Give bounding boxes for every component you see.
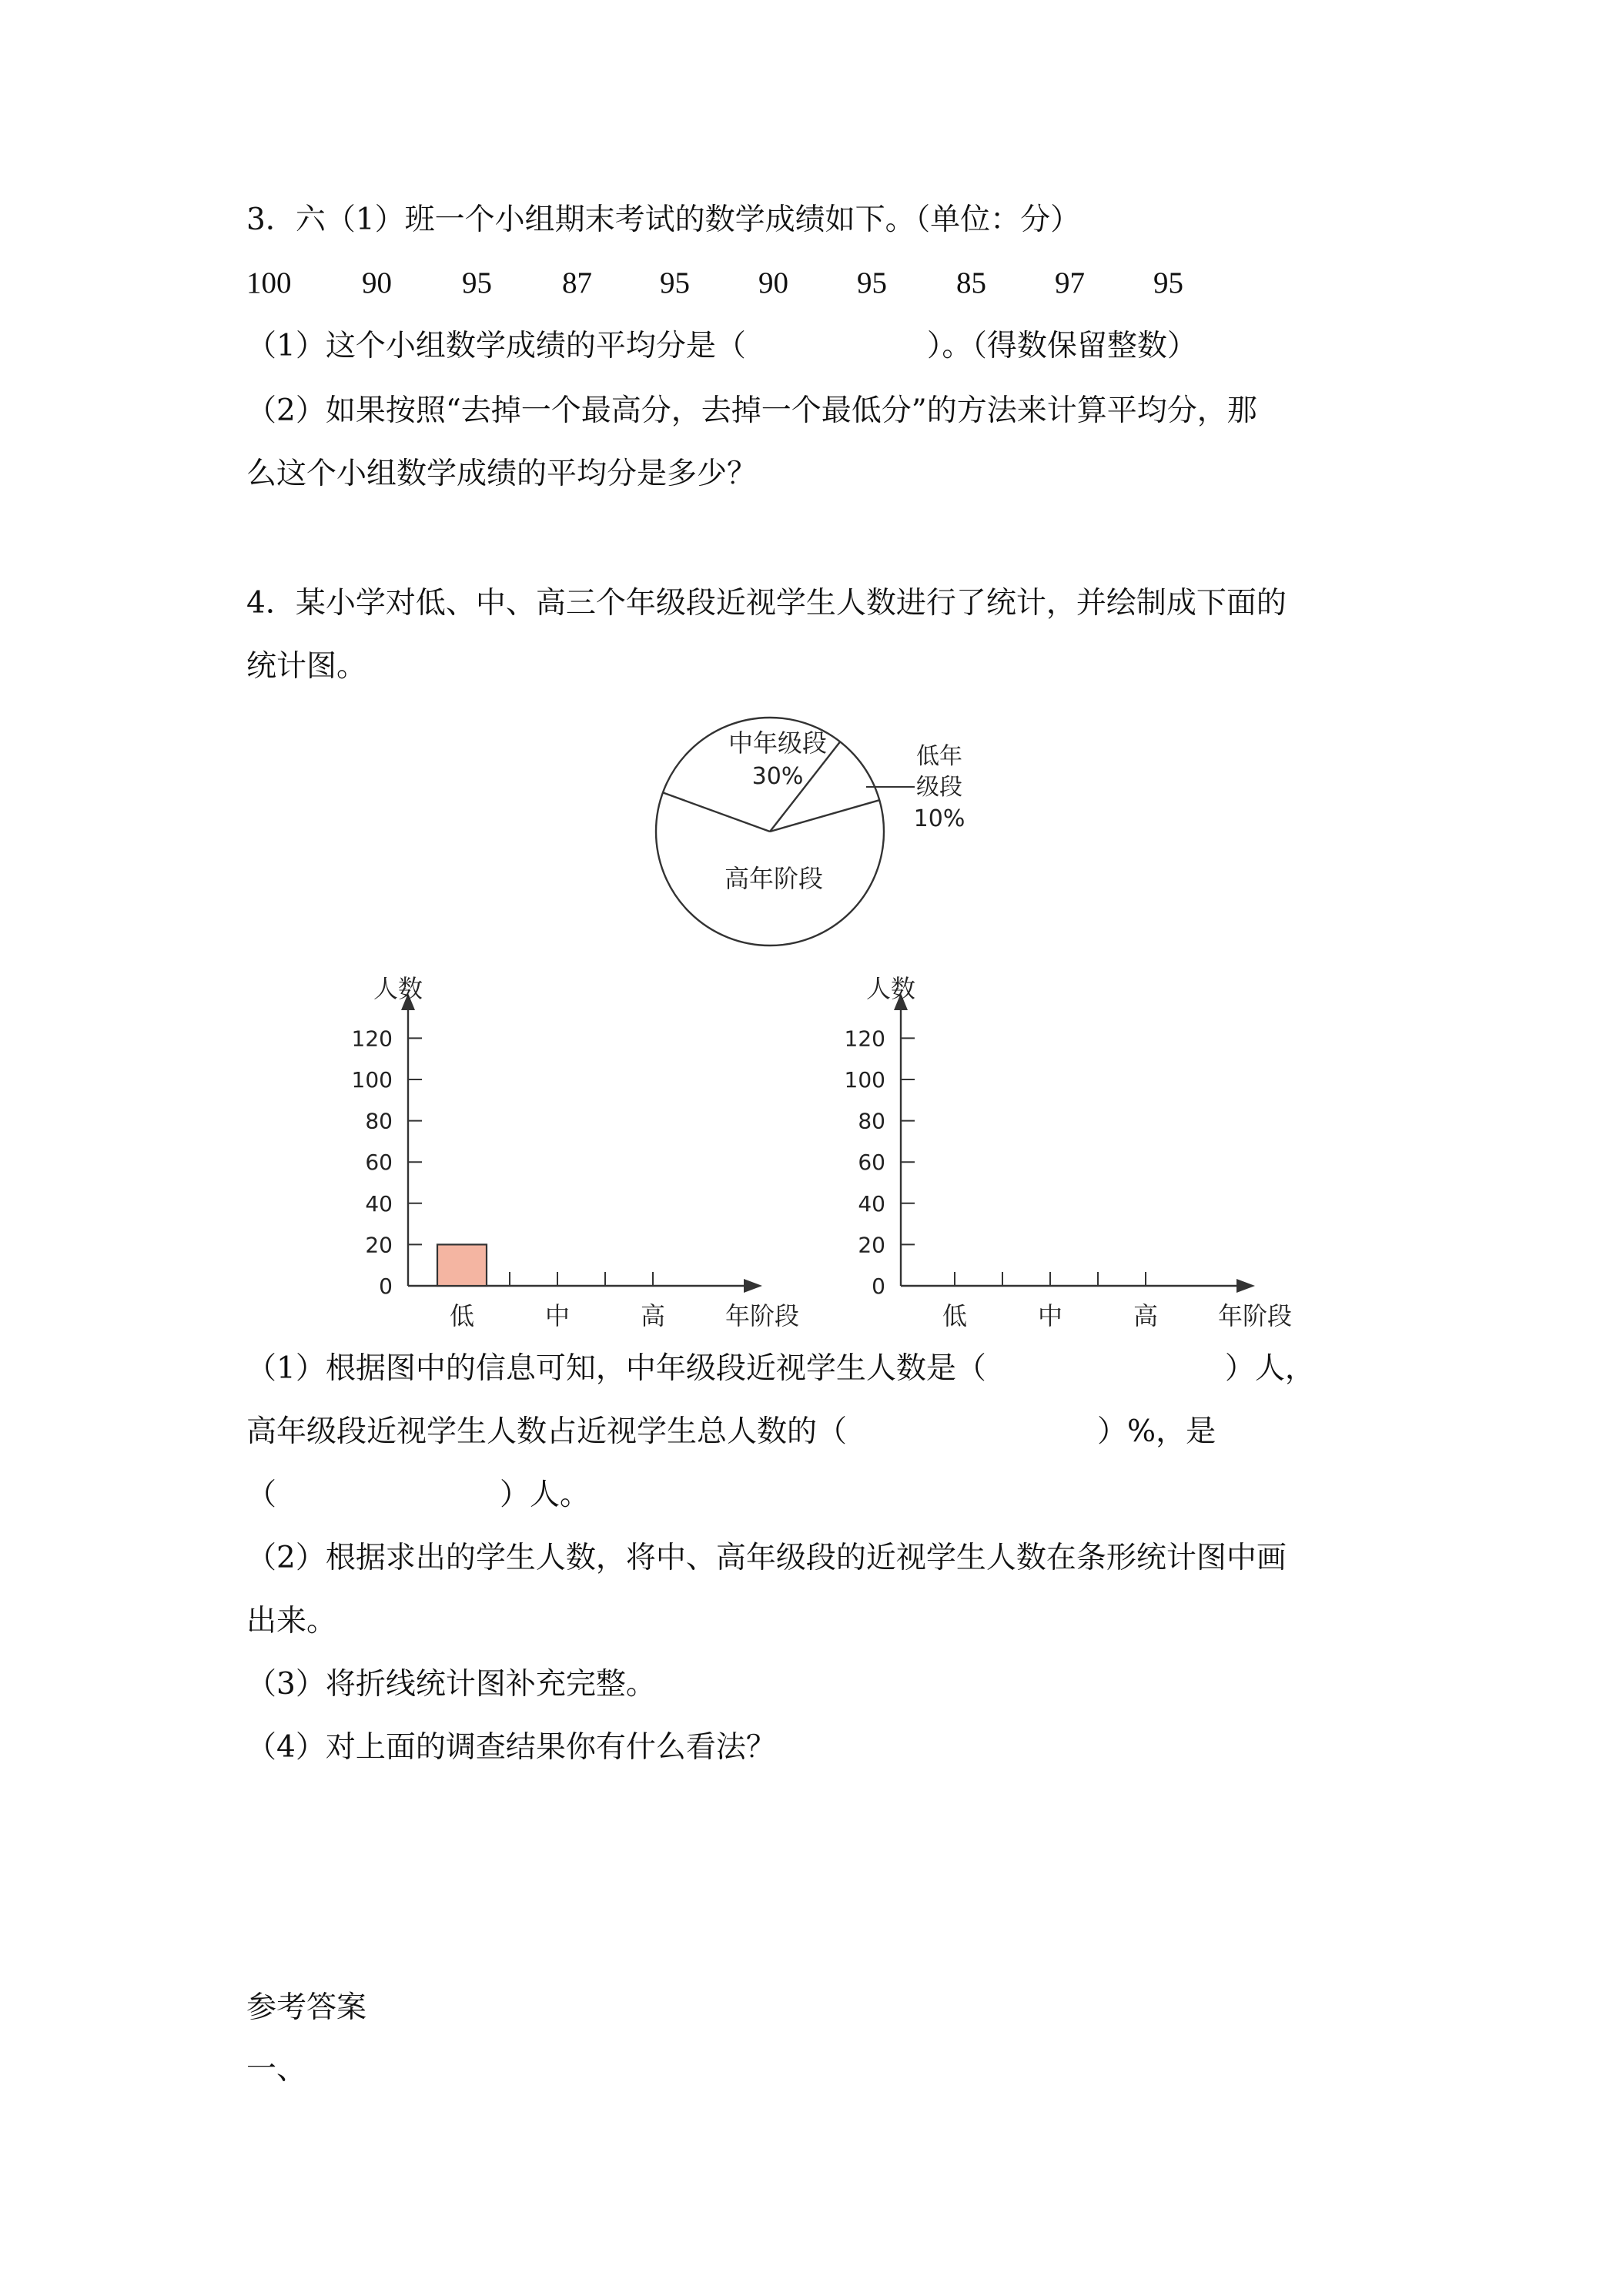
line-x-label: 年阶段 (1218, 1301, 1293, 1330)
pie-value-low: 10% (913, 805, 965, 832)
bar-y-tick-label-40: 40 (365, 1190, 393, 1217)
bar-x-arrow (744, 1279, 762, 1293)
q4-part1-line1 (246, 1347, 1315, 1391)
q4-part1-line2-text-b: ）%，是 (1097, 1414, 1216, 1449)
bar-y-tick-label-120: 120 (351, 1026, 393, 1052)
pie-label-low-line2: 级段 (916, 774, 962, 801)
score-10: 95 (1153, 266, 1183, 300)
bar-x-label: 年阶段 (725, 1301, 800, 1330)
q4-part2-line2: 出来。 (246, 1604, 337, 1638)
q3-part2-line1: （2）如果按照“去掉一个最高分，去掉一个最低分”的方法来计算平均分，那 (246, 393, 1257, 428)
bar-y-tick-label-0: 0 (379, 1274, 393, 1299)
bar-y-tick-label-20: 20 (365, 1232, 393, 1258)
score-1: 100 (246, 266, 292, 300)
line-x-arrow (1236, 1279, 1255, 1293)
line-y-tick-label-80: 80 (858, 1108, 885, 1134)
q4-part1-text-b: ）人， (1224, 1351, 1315, 1386)
q4-part1-text-a: （1）根据图中的信息可知，中年级段近视学生人数是（ (246, 1351, 986, 1386)
score-5: 95 (660, 266, 690, 300)
line-y-tick-label-20: 20 (858, 1232, 885, 1258)
q4-part1-line2-text-a: 高年级段近视学生人数占近视学生总人数的（ (246, 1414, 848, 1449)
pie-label-low-line1: 低年 (916, 743, 962, 770)
line-y-tick-label-120: 120 (844, 1026, 885, 1052)
q4-part1-line3 (246, 1474, 590, 1517)
line-y-tick-label-0: 0 (872, 1274, 885, 1299)
q4-part1-line2 (246, 1411, 1216, 1454)
q3-scores (246, 262, 1247, 305)
q4-part1-line3-text-a: （ (246, 1478, 277, 1512)
line-y-tick-label-60: 60 (858, 1150, 885, 1176)
bar-y-tick-label-80: 80 (365, 1108, 393, 1134)
q3-part2-line2: 么这个小组数学成绩的平均分是多少？ (246, 457, 758, 491)
line-x-tick-label-2: 中 (1037, 1301, 1063, 1330)
q3-part1-text-a: （1）这个小组数学成绩的平均分是（ (246, 329, 746, 363)
bar-1 (437, 1244, 487, 1286)
q4-part1-line3-text-b: ）人。 (500, 1478, 591, 1512)
q3-part1 (246, 325, 1197, 368)
bar-y-tick-label-100: 100 (351, 1067, 393, 1093)
pie-value-middle: 30% (751, 763, 804, 790)
q4-part2-line1: （2）根据求出的学生人数，将中、高年级段的近视学生人数在条形统计图中画 (246, 1541, 1287, 1575)
score-6: 90 (758, 266, 788, 300)
bar-y-tick-label-60: 60 (365, 1150, 393, 1176)
line-y-tick-label-100: 100 (844, 1067, 885, 1093)
q4-part4: （4）对上面的调查结果你有什么看法？ (246, 1730, 776, 1765)
score-2: 90 (362, 266, 392, 300)
bar-y-label: 人数 (373, 974, 423, 1003)
line-y-tick-label-40: 40 (858, 1190, 885, 1217)
score-3: 95 (462, 266, 492, 300)
bar-x-tick-label-3: 高 (640, 1301, 666, 1330)
line-chart (824, 962, 1301, 1332)
answers-section: 一、 (246, 2052, 307, 2087)
q4-part3: （3）将折线统计图补充完整。 (246, 1667, 656, 1702)
q3-part1-text-b: ）。（得数保留整数） (926, 329, 1197, 363)
score-8: 85 (956, 266, 986, 300)
line-x-tick-label-3: 高 (1133, 1301, 1159, 1330)
pie-label-high: 高年阶段 (724, 864, 824, 893)
bar-chart (331, 962, 808, 1332)
q3-title: 3．六（1）班一个小组期末考试的数学成绩如下。（单位：分） (246, 202, 1081, 237)
pie-label-middle: 中年级段 (728, 728, 828, 758)
score-7: 95 (857, 266, 887, 300)
pie-chart (631, 708, 1001, 962)
bar-x-tick-label-2: 中 (544, 1301, 571, 1330)
answers-heading: 参考答案 (246, 1990, 367, 2025)
q4-title-line2: 统计图。 (246, 649, 367, 684)
score-9: 97 (1055, 266, 1085, 300)
line-y-label: 人数 (866, 974, 916, 1003)
bar-x-tick-label-1: 低 (449, 1301, 475, 1330)
line-x-tick-label-1: 低 (942, 1301, 968, 1330)
q4-title-line1: 4．某小学对低、中、高三个年级段近视学生人数进行了统计，并绘制成下面的 (246, 586, 1287, 621)
score-4: 87 (562, 266, 592, 300)
